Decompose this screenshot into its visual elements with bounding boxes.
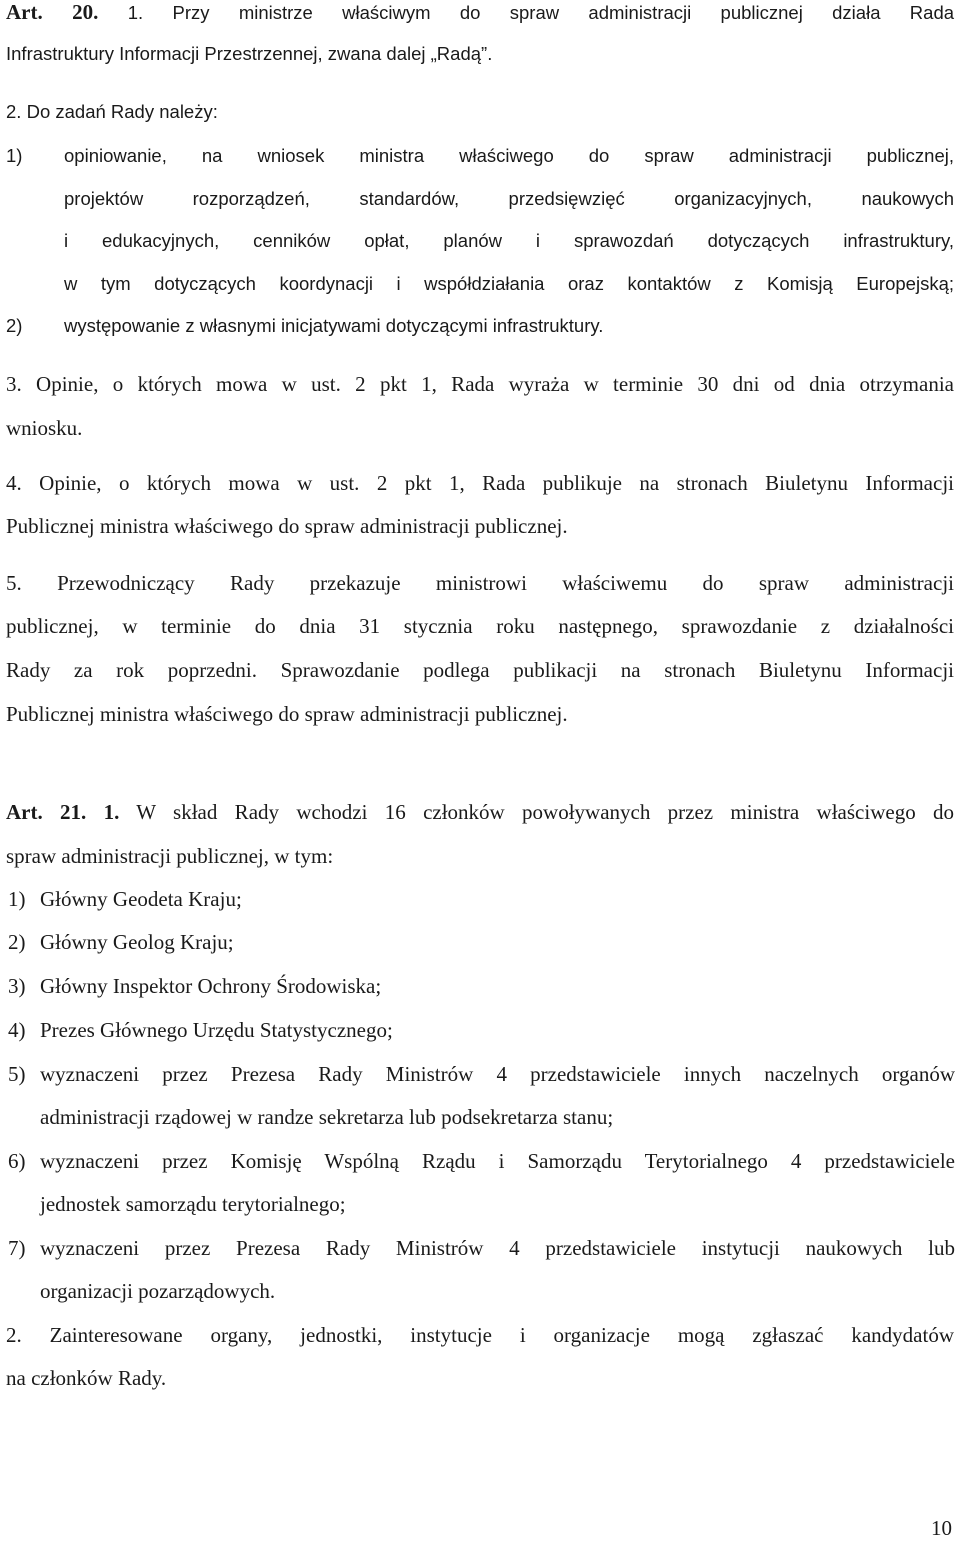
art20-p1-line1 [6,0,954,25]
art20-heading: Art. 20. [6,0,99,24]
art21-item6-line2: jednostek samorządu terytorialnego; [40,1192,346,1216]
art20-p2-item1-line3: i edukacyjnych, cenników opłat, planów i sprawozdań dotyczących infrastruktury, [64,230,954,251]
art20-p2-item1-line2: projektów rozporządzeń, standardów, przedsięwzięć organizacyjnych, naukowych [64,188,954,209]
art21-item6-num: 6) [8,1149,26,1173]
art21-item6-line1: wyznaczeni przez Komisję Wspólną Rządu i Samorządu Terytorialnego 4 przedstawiciele [40,1149,955,1173]
art20-p3-line1: 3. Opinie, o których mowa w ust. 2 pkt 1, Rada wyraża w terminie 30 dni od dnia otrzymania [6,372,954,396]
art21-item3-text: Główny Inspektor Ochrony Środowiska; [40,974,382,998]
art21-item7-line1: wyznaczeni przez Prezesa Rady Ministrów 4 przedstawiciele instytucji naukowych lub [40,1236,955,1260]
art21-p2-line2: na członków Rady. [6,1366,167,1390]
art20-p1-num: 1. [127,2,144,23]
art21-p1-line2: spraw administracji publicznej, w tym: [6,844,334,868]
art21-item3-num: 3) [8,974,26,998]
art21-item5-line2: administracji rządowej w randze sekretarza lub podsekretarza stanu; [40,1105,614,1129]
art20-p5-line2: publicznej, w terminie do dnia 31 stycznia roku następnego, sprawozdanie z działalności [6,614,954,638]
art20-p2-item2: występowanie z własnymi inicjatywami dotyczącymi infrastruktury. [64,315,604,336]
art21-p1-line1 [6,800,954,825]
art20-p2-item1-line1: opiniowanie, na wniosek ministra właściwego do spraw administracji publicznej, [64,145,954,166]
art21-item5-line1: wyznaczeni przez Prezesa Rady Ministrów 4 przedstawiciele innych naczelnych organów [40,1062,955,1086]
art21-p2-line1: 2. Zainteresowane organy, jednostki, instytucje i organizacje mogą zgłaszać kandydatów [6,1323,954,1347]
art20-p2-num: 2. [6,101,22,122]
art20-p4-line1: 4. Opinie, o których mowa w ust. 2 pkt 1, Rada publikuje na stronach Biuletynu Informacji [6,471,954,495]
art20-p5-line4: Publicznej ministra właściwego do spraw administracji publicznej. [6,702,568,726]
art21-item5-num: 5) [8,1062,26,1086]
art21-p1-line1-text: W skład Rady wchodzi 16 członków powoływanych przez ministra właściwego do [136,800,954,824]
art21-item7-num: 7) [8,1236,26,1260]
art21-heading: Art. 21. 1. [6,800,120,824]
art20-p2-intro-line [6,101,218,123]
art20-p2-item1-num: 1) [6,145,23,166]
art21-item2-num: 2) [8,930,26,954]
art21-item1-text: Główny Geodeta Kraju; [40,887,242,911]
art20-p5-line1: 5. Przewodniczący Rady przekazuje ministrowi właściwemu do spraw administracji [6,571,954,595]
art21-item7-line2: organizacji pozarządowych. [40,1279,276,1303]
art21-item1-num: 1) [8,887,26,911]
art21-item4-text: Prezes Głównego Urzędu Statystycznego; [40,1018,393,1042]
art20-p2-item2-num: 2) [6,315,23,336]
art20-p4-line2: Publicznej ministra właściwego do spraw administracji publicznej. [6,514,568,538]
art20-p3-line2: wniosku. [6,416,83,440]
art20-p2-item1-line4: w tym dotyczących koordynacji i współdziałania oraz kontaktów z Komisją Europejską; [64,273,954,294]
art21-item2-text: Główny Geolog Kraju; [40,930,234,954]
page-number: 10 [931,1516,952,1540]
art20-p1-line1-text: Przy ministrze właściwym do spraw administracji publicznej działa Rada [172,2,955,23]
art20-p2-intro: Do zadań Rady należy: [26,101,218,122]
art20-p5-line3: Rady za rok poprzedni. Sprawozdanie podlega publikacji na stronach Biuletynu Informacji [6,658,954,682]
art20-p1-line2: Infrastruktury Informacji Przestrzennej, zwana dalej „Radą”. [6,43,493,64]
art21-item4-num: 4) [8,1018,26,1042]
